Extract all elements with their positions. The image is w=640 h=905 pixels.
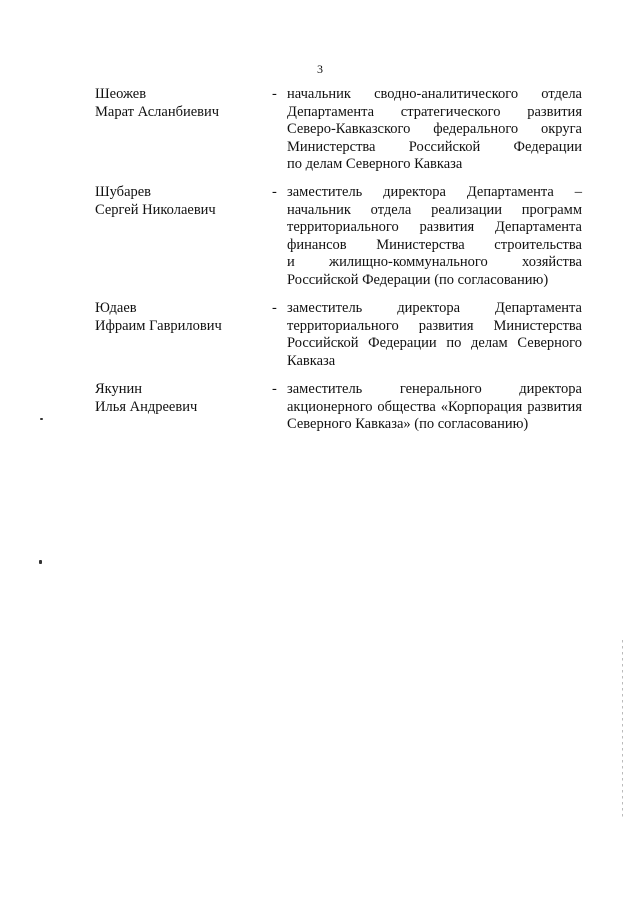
scan-speck: [39, 560, 42, 564]
description-line: начальник сводно-аналитического отдела: [287, 86, 582, 102]
description-line: по делам Северного Кавказа: [287, 156, 463, 172]
position-description: [287, 184, 582, 289]
position-description: [287, 86, 582, 174]
dash: -: [272, 184, 277, 200]
description-line: заместитель директора Департамента: [287, 300, 582, 316]
description-line: заместитель генерального директора: [287, 381, 582, 397]
description-line: Департамента стратегического развития: [287, 103, 582, 120]
description-line: Российской Федерации по делам Северного: [287, 335, 582, 351]
description-line: Российской Федерации (по согласованию): [287, 271, 549, 288]
given-name: Марат Асланбиевич: [95, 103, 220, 120]
description-line: акционерного общества «Корпорация развития: [287, 398, 582, 415]
person-name: [95, 86, 260, 121]
description-line: Кавказа: [287, 352, 336, 369]
dash: -: [272, 300, 277, 316]
description-line: финансов Министерства строительства: [287, 236, 582, 253]
page-number: 3: [317, 62, 323, 76]
description-line: Министерства Российской Федерации: [287, 138, 582, 155]
description-line: заместитель директора Департамента –: [287, 184, 582, 200]
description-line: территориального развития Департамента: [287, 219, 582, 235]
description-line: Северо-Кавказского федерального округа: [287, 121, 582, 137]
surname: Шеожев: [95, 86, 147, 102]
person-name: [95, 381, 260, 416]
surname: Шубарев: [95, 184, 152, 200]
surname: Юдаев: [95, 300, 137, 316]
position-description: [287, 381, 582, 434]
description-line: и жилищно-коммунального хозяйства: [287, 254, 582, 270]
description-line: территориального развития Министерства: [287, 317, 582, 334]
dash: -: [272, 86, 277, 102]
surname: Якунин: [95, 381, 143, 397]
description-line: Северного Кавказа» (по согласованию): [287, 416, 529, 432]
person-name: [95, 300, 260, 335]
position-description: [287, 300, 582, 370]
description-line: начальник отдела реализации программ: [287, 201, 582, 218]
given-name: Илья Андреевич: [95, 398, 198, 415]
scan-edge-marks: [622, 640, 623, 820]
scan-speck: [40, 418, 43, 420]
person-name: [95, 184, 260, 219]
given-name: Ифраим Гаврилович: [95, 317, 222, 334]
given-name: Сергей Николаевич: [95, 201, 216, 218]
dash: -: [272, 381, 277, 397]
